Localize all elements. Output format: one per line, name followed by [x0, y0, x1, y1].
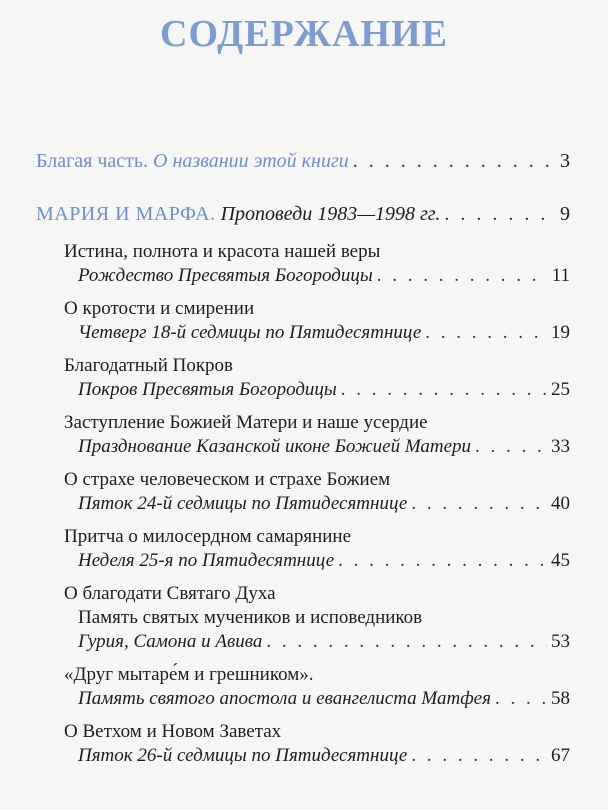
entry-heading: Благодатный Покров	[64, 355, 234, 376]
entry-heading: О Ветхом и Новом Заветах	[64, 721, 282, 742]
toc-entry[interactable]	[64, 663, 570, 711]
page-number: 67	[551, 745, 570, 766]
toc-entry[interactable]	[64, 720, 570, 768]
entry-subtitle: Празднование Казанской иконе Божией Матери	[78, 436, 472, 457]
intro-entry[interactable]	[36, 150, 570, 173]
entry-subtitle: Память святого апостола и евангелиста Матфея	[78, 688, 491, 709]
entry-heading: Истина, полнота и красота нашей веры	[64, 241, 381, 262]
page-title: СОДЕРЖАНИЕ	[160, 13, 448, 55]
leader-dots	[495, 687, 547, 711]
page-number: 19	[551, 322, 570, 343]
intro-label: Благая часть.	[36, 150, 149, 172]
leader-dots	[338, 549, 547, 573]
leader-dots	[266, 630, 547, 654]
toc-entry[interactable]	[64, 297, 570, 345]
leader-dots	[377, 264, 548, 288]
entry-subtitle: Память святых мучеников и исповедников	[78, 607, 423, 628]
leader-dots	[425, 321, 547, 345]
toc-entry[interactable]	[64, 582, 570, 654]
toc-entry[interactable]	[64, 525, 570, 573]
page-number: 45	[551, 550, 570, 571]
page-number: 53	[551, 631, 570, 652]
leader-dots	[444, 203, 556, 226]
entry-heading: Заступление Божией Матери и наше усердие	[64, 412, 428, 433]
section-label: МАРИЯ И МАРФА.	[36, 203, 216, 225]
section-subtitle: Проповеди 1983—1998 гг.	[220, 203, 441, 225]
toc-entry[interactable]	[64, 240, 570, 288]
entry-heading: О страхе человеческом и страхе Божием	[64, 469, 391, 490]
page-number: 3	[560, 150, 570, 172]
toc-entry[interactable]	[64, 354, 570, 402]
leader-dots	[353, 150, 556, 173]
leader-dots	[341, 378, 547, 402]
entry-heading: О кротости и смирении	[64, 298, 255, 319]
intro-subtitle: О названии этой книги	[153, 150, 349, 172]
entry-subtitle: Пяток 26-й седмицы по Пятидесятнице	[78, 745, 408, 766]
entry-heading: Притча о милосердном самарянине	[64, 526, 352, 547]
page-number: 58	[551, 688, 570, 709]
page-number: 11	[551, 265, 570, 286]
page-number: 9	[560, 203, 570, 225]
leader-dots	[475, 435, 547, 459]
entry-subtitle: Гурия, Самона и Авива	[78, 631, 263, 652]
entry-subtitle: Пяток 24-й седмицы по Пятидесятнице	[78, 493, 408, 514]
toc-entry[interactable]	[64, 468, 570, 516]
entry-heading: О благодати Святаго Духа	[64, 583, 276, 604]
leader-dots	[411, 744, 547, 768]
entry-subtitle: Неделя 25-я по Пятидесятнице	[78, 550, 335, 571]
entry-subtitle: Четверг 18-й седмицы по Пятидесятнице	[78, 322, 422, 343]
entry-subtitle: Рождество Пресвятыя Богородицы	[78, 265, 373, 286]
section-entry[interactable]	[36, 203, 570, 226]
entry-subtitle: Покров Пресвятыя Богородицы	[78, 379, 337, 400]
page-number: 25	[551, 379, 570, 400]
page-number: 40	[551, 493, 570, 514]
leader-dots	[411, 492, 547, 516]
entry-heading: «Друг мытаре́м и грешником».	[64, 664, 314, 685]
toc-entry[interactable]	[64, 411, 570, 459]
page-number: 33	[551, 436, 570, 457]
